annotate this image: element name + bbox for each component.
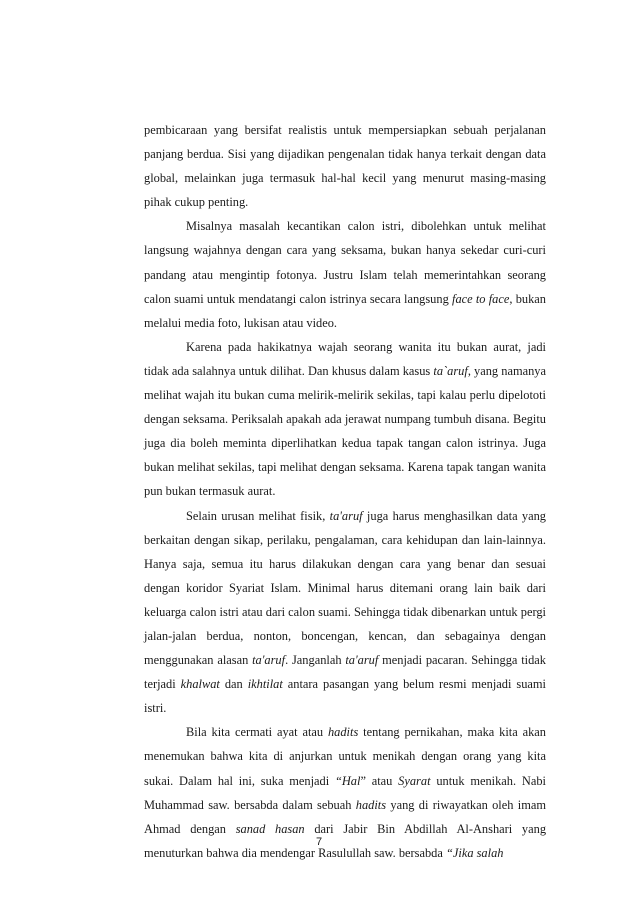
text-run: , bukan melalui media foto, lukisan atau video. [144,291,546,330]
text-run: antara pasangan yang belum resmi menjadi suami istri. [144,677,547,716]
text-run: yang di riwayatkan oleh imam Ahmad dengan [144,797,546,836]
italic-text: “Jika salah [445,845,504,860]
text-run: Bila kita cermati ayat atau [186,725,328,740]
paragraph [144,335,546,504]
text-run: Misalnya masalah kecantikan calon istri, dibolehkan untuk melihat langsung wajahnya dengan cara yang seksama, bukan hanya sekedar curi-curi pandang atau mengintip fotonya. Justru Islam telah memerintahkan seorang calon suami untuk mendatangi calon istrinya secara langsung [144,219,546,306]
italic-text: ikhtilat [247,677,283,692]
italic-text: Syarat [398,773,431,788]
text-run: tentang pernikahan, maka kita akan menemukan bahwa kita di anjurkan untuk menikah dengan orang yang kita sukai. Dalam hal ini, suka menjadi [144,725,546,788]
text-run: menjadi pacaran. Sehingga tidak terjadi [144,653,546,692]
italic-text: sanad hasan [235,821,305,836]
text-run: ” atau [360,773,399,788]
italic-text: “Hal [334,773,361,788]
paragraph [144,504,546,721]
italic-text: ta'aruf [252,653,286,668]
italic-text: ta'aruf [345,653,379,668]
italic-text: hadits [355,797,387,812]
italic-text: hadits [327,725,359,740]
text-run: dari Jabir Bin Abdillah Al-Anshari yang menuturkan bahwa dia mendengar Rasulullah saw. bersabda [144,821,547,860]
page-number: 7 [315,836,323,848]
text-run: juga harus menghasilkan data yang berkaitan dengan sikap, perilaku, pengalaman, cara kehidupan dan lain-lainnya. Hanya saja, semua itu harus dilakukan dengan cara yang benar dan sesuai dengan koridor Syariat Islam. Minimal harus ditemani orang lain baik dari keluarga calon istri atau dari calon suami. Sehingga tidak dibenarkan untuk pergi jalan-jalan berdua, nonton, boncengan, kencan, dan sebagainya dengan menggunakan alasan [144,508,546,668]
italic-text: khalwat [180,677,220,692]
text-run: . Janganlah [285,653,346,668]
text-run: dan [219,677,248,692]
text-run: Selain urusan melihat fisik, [186,508,330,523]
text-run: , yang namanya melihat wajah itu bukan cuma melirik-melirik sekilas, tapi kalau perlu dipelototi dengan seksama. Periksalah apakah ada jerawat numpang tumbuh disana. Begitu juga dia boleh meminta diperlihatkan kedua tapak tangan calon istrinya. Juga bukan melihat sekilas, tapi melihat dengan seksama. Karena tapak tangan wanita pun bukan termasuk aurat. [144,363,546,499]
italic-text: ta'aruf [329,508,363,523]
body-text [144,118,546,865]
text-run: pembicaraan yang bersifat realistis untuk mempersiapkan sebuah perjalanan panjang berdua. Sisi yang dijadikan pengenalan tidak hanya terkait dengan data global, melainkan juga termasuk hal-hal kecil yang menurut masing-masing pihak cukup penting. [144,123,546,210]
italic-text: face to face [452,291,510,306]
italic-text: ta`aruf [433,363,468,378]
paragraph [144,118,546,214]
text-run: Karena pada hakikatnya wajah seorang wanita itu bukan aurat, jadi tidak ada salahnya untuk dilihat. Dan khusus dalam kasus [144,339,546,378]
paragraph [144,214,546,334]
text-run: untuk menikah. Nabi Muhammad saw. bersabda dalam sebuah [144,773,546,812]
